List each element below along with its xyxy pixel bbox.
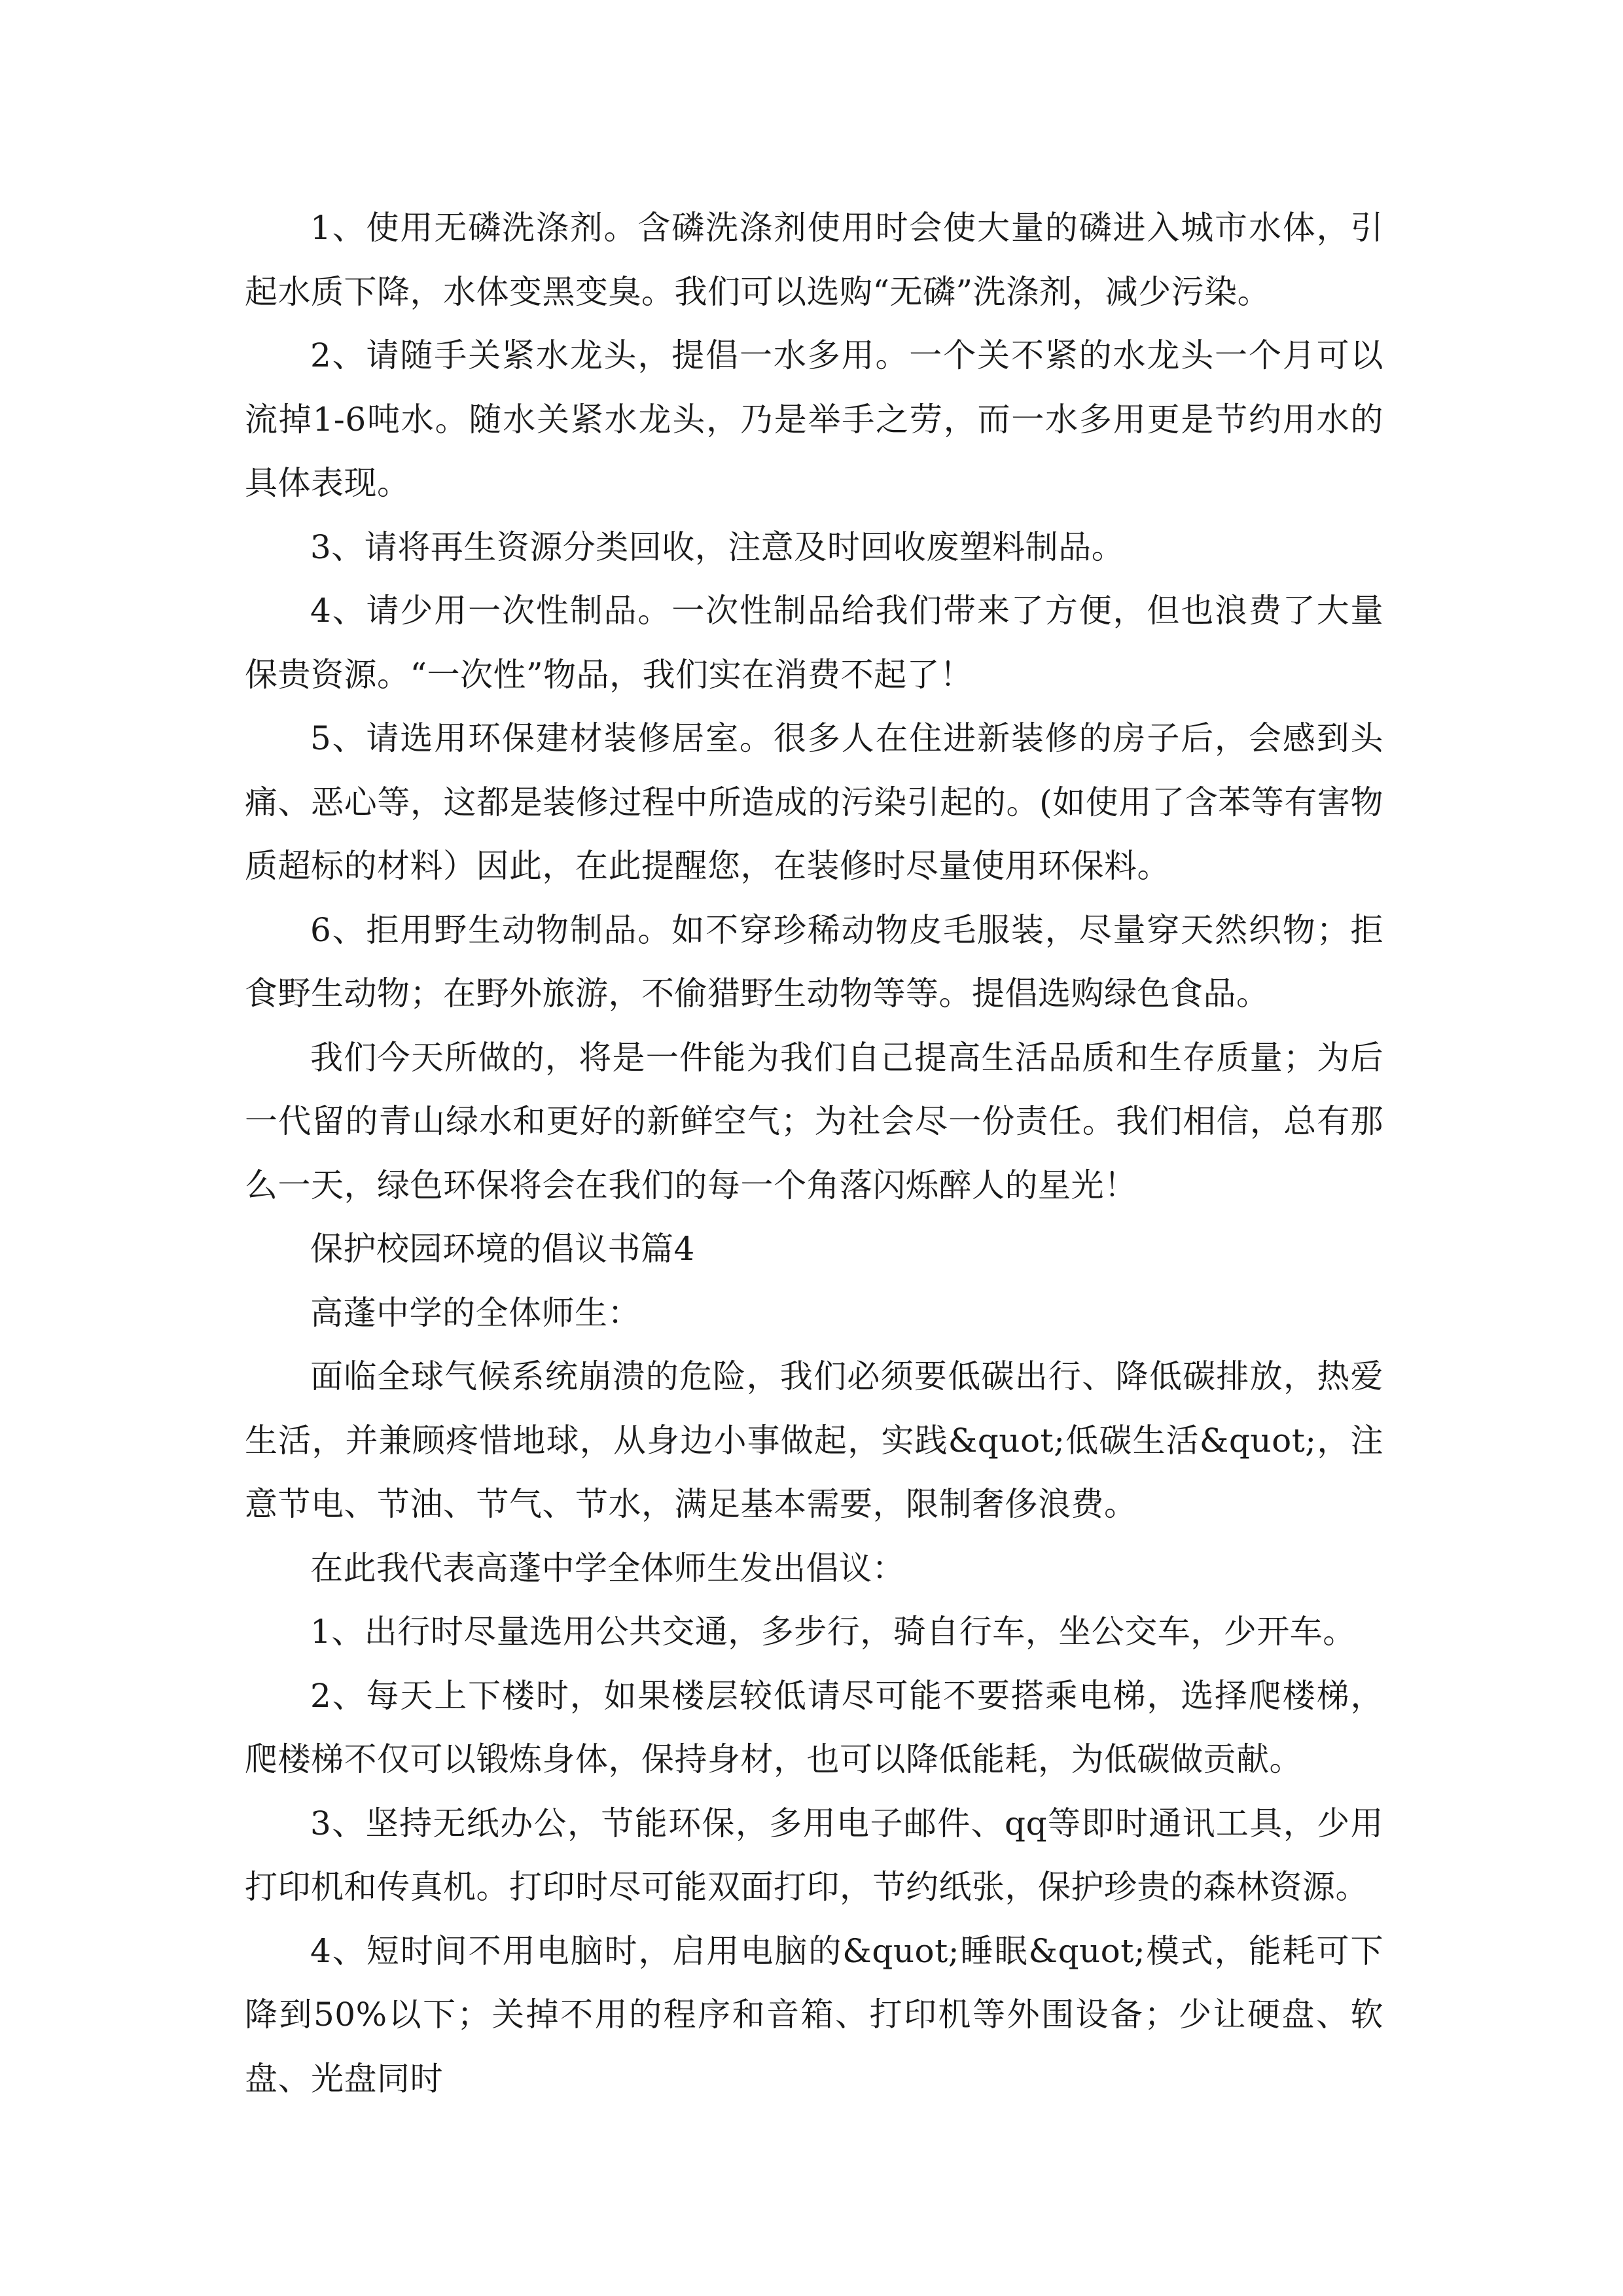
document-body — [245, 196, 1383, 2111]
paragraph-item-4: 4、请少用一次性制品。一次性制品给我们带来了方便，但也浪费了大量保贵资源。“一次性”物品，我们实在消费不起了！ — [245, 592, 1383, 694]
proposal-lead: 在此我代表高蓬中学全体师生发出倡议： — [310, 1549, 905, 1587]
paragraph-item-1: 1、使用无磷洗涤剂。含磷洗涤剂使用时会使大量的磷进入城市水体，引起水质下降，水体变黑变臭。我们可以选购“无磷”洗涤剂，减少污染。 — [245, 209, 1383, 311]
paragraph-item-5: 5、请选用环保建材装修居室。很多人在住进新装修的房子后，会感到头痛、恶心等，这都是装修过程中所造成的污染引起的。(如使用了含苯等有害物质超标的材料）因此，在此提醒您，在装修时尽量使用环保料。 — [245, 719, 1383, 885]
proposal-item-3: 3、坚持无纸办公，节能环保，多用电子邮件、qq等即时通讯工具，少用打印机和传真机。打印时尽可能双面打印，节约纸张，保护珍贵的森林资源。 — [245, 1804, 1383, 1906]
closing-paragraph: 我们今天所做的，将是一件能为我们自己提高生活品质和生存质量；为后一代留的青山绿水和更好的新鲜空气；为社会尽一份责任。我们相信，总有那么一天，绿色环保将会在我们的每一个角落闪烁醉人的星光！ — [245, 1038, 1383, 1204]
proposal-item-4: 4、短时间不用电脑时，启用电脑的&quot;睡眠&quot;模式，能耗可下降到50%以下；关掉不用的程序和音箱、打印机等外围设备；少让硬盘、软盘、光盘同时 — [245, 1931, 1383, 2098]
salutation: 高蓬中学的全体师生： — [310, 1293, 641, 1332]
paragraph-item-2: 2、请随手关紧水龙头，提倡一水多用。一个关不紧的水龙头一个月可以流掉1-6吨水。随水关紧水龙头，乃是举手之劳，而一水多用更是节约用水的具体表现。 — [245, 336, 1383, 502]
proposal-item-1: 1、出行时尽量选用公共交通，多步行，骑自行车，坐公交车，少开车。 — [310, 1613, 1356, 1651]
paragraph-item-6: 6、拒用野生动物制品。如不穿珍稀动物皮毛服装，尽量穿天然织物；拒食野生动物；在野外旅游，不偷猎野生动物等等。提倡选购绿色食品。 — [245, 910, 1383, 1013]
proposal-item-2: 2、每天上下楼时，如果楼层较低请尽可能不要搭乘电梯，选择爬楼梯，爬楼梯不仅可以锻炼身体，保持身材，也可以降低能耗，为低碳做贡献。 — [245, 1676, 1383, 1778]
paragraph-item-3: 3、请将再生资源分类回收，注意及时回收废塑料制品。 — [310, 528, 1125, 566]
intro-paragraph: 面临全球气候系统崩溃的危险，我们必须要低碳出行、降低碳排放，热爱生活，并兼顾疼惜地球，从身边小事做起，实践&quot;低碳生活&quot;，注意节电、节油、节气、节水，满足基本需要，限制奢侈浪费。 — [245, 1357, 1383, 1523]
section-title: 保护校园环境的倡议书篇4 — [310, 1230, 695, 1268]
